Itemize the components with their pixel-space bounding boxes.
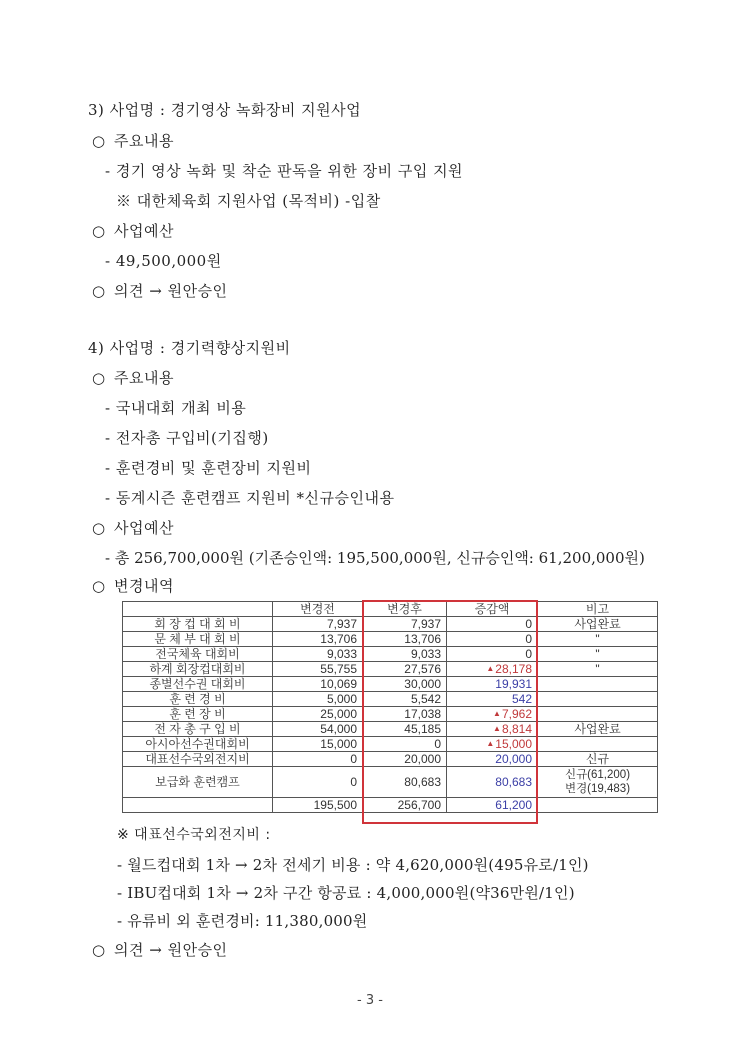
header-after: 변경후 <box>363 602 447 617</box>
circle-bullet-icon: ○ <box>92 282 106 300</box>
diff-value: 0 <box>447 632 538 647</box>
table-row <box>123 767 658 798</box>
note-line: 변경(19,483) <box>564 783 631 795</box>
row-label: 아시아선수권대회비 <box>123 737 273 752</box>
note-value <box>538 707 658 722</box>
note-value <box>538 677 658 692</box>
table-row <box>123 677 658 692</box>
circle-bullet-icon: ○ <box>92 941 106 959</box>
before-value: 0 <box>273 752 363 767</box>
row-label: 전 자 총 구 입 비 <box>123 722 273 737</box>
row-label: 전국체육 대회비 <box>123 647 273 662</box>
circle-bullet-icon: ○ <box>92 369 106 387</box>
header-note: 비고 <box>538 602 658 617</box>
after-value: 7,937 <box>363 617 447 632</box>
table-header-row <box>123 602 658 617</box>
section4-content-item: - 전자총 구입비(기집행) <box>105 429 269 447</box>
before-value: 9,033 <box>273 647 363 662</box>
footnote-item: - 월드컵대회 1차 → 2차 전세기 비용 : 약 4,620,000원(495유로/1인) <box>117 856 589 874</box>
after-value: 9,033 <box>363 647 447 662</box>
header-diff: 증감액 <box>447 602 538 617</box>
total-after: 256,700 <box>363 798 447 813</box>
diff-value: 0 <box>447 617 538 632</box>
section3-content-heading: ○ 주요내용 <box>92 132 174 150</box>
section4-title: 4) 사업명 : 경기력향상지원비 <box>88 339 291 357</box>
after-value: 45,185 <box>363 722 447 737</box>
before-value: 5,000 <box>273 692 363 707</box>
note-value <box>538 692 658 707</box>
decrease-triangle-icon: ▲ <box>493 724 501 733</box>
table-row <box>123 632 658 647</box>
note-value: " <box>538 632 658 647</box>
footnote-item: - IBU컵대회 1차 → 2차 구간 항공료 : 4,000,000원(약36만원/1인) <box>117 884 575 902</box>
after-value: 20,000 <box>363 752 447 767</box>
table-row <box>123 752 658 767</box>
row-label: 보급화 훈련캠프 <box>123 767 273 798</box>
note-value: " <box>538 662 658 677</box>
section4-budget-heading: ○ 사업예산 <box>92 519 174 537</box>
note-value: 사업완료 <box>538 617 658 632</box>
row-label: 종별선수권 대회비 <box>123 677 273 692</box>
before-value: 25,000 <box>273 707 363 722</box>
total-note <box>538 798 658 813</box>
footnote-item: - 유류비 외 훈련경비: 11,380,000원 <box>117 912 368 930</box>
row-label: 회 장 컵 대 회 비 <box>123 617 273 632</box>
after-value: 17,038 <box>363 707 447 722</box>
diff-value: ▲8,814 <box>447 722 538 737</box>
section3-budget-value: - 49,500,000원 <box>105 252 222 270</box>
note-value <box>538 767 658 798</box>
section4-content-item: - 훈련경비 및 훈련장비 지원비 <box>105 459 312 477</box>
after-value: 30,000 <box>363 677 447 692</box>
diff-value: 0 <box>447 647 538 662</box>
diff-value: 542 <box>447 692 538 707</box>
before-value: 54,000 <box>273 722 363 737</box>
table-row <box>123 617 658 632</box>
circle-bullet-icon: ○ <box>92 519 106 537</box>
total-diff: 61,200 <box>447 798 538 813</box>
circle-bullet-icon: ○ <box>92 222 106 240</box>
before-value: 13,706 <box>273 632 363 647</box>
diff-value: ▲15,000 <box>447 737 538 752</box>
row-label: 훈 련 경 비 <box>123 692 273 707</box>
before-value: 7,937 <box>273 617 363 632</box>
note-value: 사업완료 <box>538 722 658 737</box>
page-number: - 3 - <box>357 993 383 1008</box>
note-value: 신규 <box>538 752 658 767</box>
before-value: 55,755 <box>273 662 363 677</box>
before-value: 0 <box>273 767 363 798</box>
table-row <box>123 722 658 737</box>
decrease-triangle-icon: ▲ <box>493 709 501 718</box>
budget-change-table <box>122 601 658 813</box>
header-before: 변경전 <box>273 602 363 617</box>
decrease-triangle-icon: ▲ <box>486 664 495 673</box>
table-row <box>123 707 658 722</box>
before-value: 10,069 <box>273 677 363 692</box>
footnote-title: ※ 대표선수국외전지비 : <box>117 827 271 843</box>
circle-bullet-icon: ○ <box>92 132 106 150</box>
diff-value: 20,000 <box>447 752 538 767</box>
note-value: " <box>538 647 658 662</box>
row-label: 하계 회장컵대회비 <box>123 662 273 677</box>
section4-content-item: - 동계시즌 훈련캠프 지원비 *신규승인내용 <box>105 489 395 507</box>
table-row <box>123 737 658 752</box>
note-value <box>538 737 658 752</box>
section4-content-heading: ○ 주요내용 <box>92 369 174 387</box>
after-value: 13,706 <box>363 632 447 647</box>
table-row <box>123 662 658 677</box>
section4-budget-value: - 총 256,700,000원 (기존승인액: 195,500,000원, 신규승인액: 61,200,000원) <box>105 549 645 567</box>
table-total-row <box>123 798 658 813</box>
section3-opinion: ○ 의견 → 원안승인 <box>92 282 228 300</box>
diff-value: ▲28,178 <box>447 662 538 677</box>
diff-value: ▲7,962 <box>447 707 538 722</box>
note-line: 신규(61,200) <box>564 769 631 781</box>
section4-content-item: - 국내대회 개최 비용 <box>105 399 247 417</box>
section3-title: 3) 사업명 : 경기영상 녹화장비 지원사업 <box>88 101 362 119</box>
after-value: 0 <box>363 737 447 752</box>
after-value: 27,576 <box>363 662 447 677</box>
row-label: 대표선수국외전지비 <box>123 752 273 767</box>
table-row <box>123 692 658 707</box>
before-value: 15,000 <box>273 737 363 752</box>
after-value: 5,542 <box>363 692 447 707</box>
section4-opinion: ○ 의견 → 원안승인 <box>92 941 228 959</box>
after-value: 80,683 <box>363 767 447 798</box>
total-before: 195,500 <box>273 798 363 813</box>
table-row <box>123 647 658 662</box>
section3-content-item: - 경기 영상 녹화 및 착순 판독을 위한 장비 구입 지원 <box>105 162 464 180</box>
row-label: 문 체 부 대 회 비 <box>123 632 273 647</box>
section3-budget-heading: ○ 사업예산 <box>92 222 174 240</box>
total-label <box>123 798 273 813</box>
diff-value: 19,931 <box>447 677 538 692</box>
header-label <box>123 602 273 617</box>
decrease-triangle-icon: ▲ <box>486 739 495 748</box>
circle-bullet-icon: ○ <box>92 577 106 595</box>
diff-value: 80,683 <box>447 767 538 798</box>
section4-changes-heading: ○ 변경내역 <box>92 577 174 595</box>
section3-content-note: ※ 대한체육회 지원사업 (목적비) -입찰 <box>116 192 381 210</box>
row-label: 훈 련 장 비 <box>123 707 273 722</box>
